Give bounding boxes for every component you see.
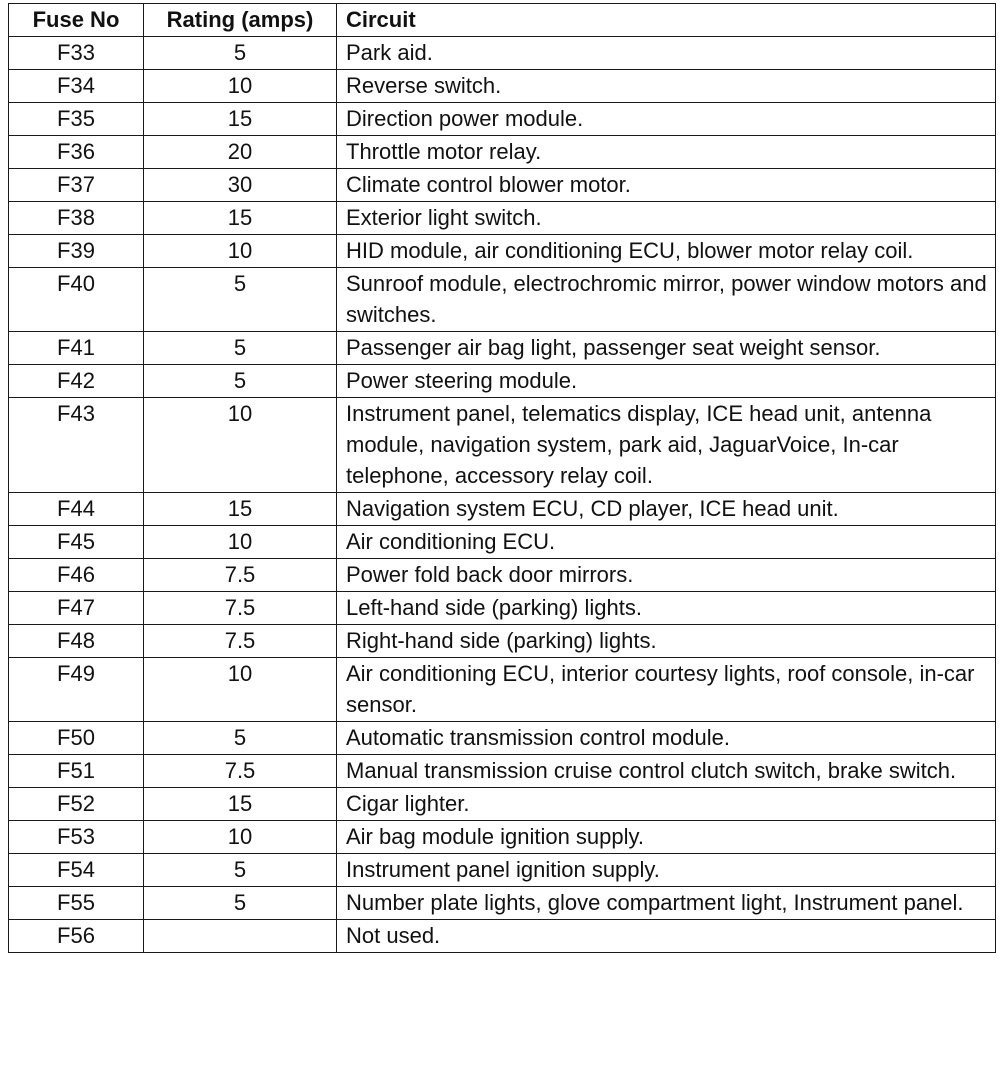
rating-cell: 7.5: [144, 625, 337, 658]
table-row: [9, 821, 996, 854]
circuit-cell: Not used.: [337, 920, 996, 953]
table-row: [9, 398, 996, 493]
rating-cell: 7.5: [144, 755, 337, 788]
table-header-row: [9, 4, 996, 37]
table-row: [9, 920, 996, 953]
table-row: [9, 365, 996, 398]
circuit-cell: Air conditioning ECU, interior courtesy lights, roof console, in-car sensor.: [337, 658, 996, 722]
fuse-number-cell: F54: [9, 854, 144, 887]
fuse-number-cell: F40: [9, 268, 144, 332]
rating-cell: 5: [144, 37, 337, 70]
table-row: [9, 526, 996, 559]
table-row: [9, 235, 996, 268]
table-row: [9, 268, 996, 332]
fuse-number-cell: F43: [9, 398, 144, 493]
fuse-number-cell: F52: [9, 788, 144, 821]
table-row: [9, 854, 996, 887]
rating-cell: 5: [144, 332, 337, 365]
fuse-number-cell: F38: [9, 202, 144, 235]
circuit-cell: Navigation system ECU, CD player, ICE head unit.: [337, 493, 996, 526]
rating-cell: 15: [144, 788, 337, 821]
fuse-number-cell: F42: [9, 365, 144, 398]
fuse-number-cell: F56: [9, 920, 144, 953]
circuit-cell: Sunroof module, electrochromic mirror, power window motors and switches.: [337, 268, 996, 332]
rating-cell: 7.5: [144, 592, 337, 625]
fuse-number-cell: F45: [9, 526, 144, 559]
rating-cell: 10: [144, 658, 337, 722]
circuit-cell: Instrument panel, telematics display, ICE head unit, antenna module, navigation system, park aid, JaguarVoice, In-car telephone, accessory relay coil.: [337, 398, 996, 493]
table-row: [9, 559, 996, 592]
table-body: [9, 37, 996, 953]
circuit-cell: Reverse switch.: [337, 70, 996, 103]
circuit-cell: Left-hand side (parking) lights.: [337, 592, 996, 625]
fuse-number-cell: F36: [9, 136, 144, 169]
fuse-number-cell: F53: [9, 821, 144, 854]
column-header-rating: Rating (amps): [144, 4, 337, 37]
circuit-cell: Automatic transmission control module.: [337, 722, 996, 755]
circuit-cell: Throttle motor relay.: [337, 136, 996, 169]
column-header-fuse-no: Fuse No: [9, 4, 144, 37]
table-row: [9, 169, 996, 202]
rating-cell: 15: [144, 202, 337, 235]
circuit-cell: Exterior light switch.: [337, 202, 996, 235]
table-row: [9, 493, 996, 526]
fuse-number-cell: F51: [9, 755, 144, 788]
rating-cell: 5: [144, 722, 337, 755]
circuit-cell: Direction power module.: [337, 103, 996, 136]
table-row: [9, 788, 996, 821]
circuit-cell: Climate control blower motor.: [337, 169, 996, 202]
table-row: [9, 755, 996, 788]
rating-cell: 15: [144, 103, 337, 136]
fuse-number-cell: F35: [9, 103, 144, 136]
rating-cell: 10: [144, 70, 337, 103]
circuit-cell: Passenger air bag light, passenger seat weight sensor.: [337, 332, 996, 365]
fuse-table: [8, 3, 996, 953]
fuse-number-cell: F39: [9, 235, 144, 268]
table-row: [9, 332, 996, 365]
table-row: [9, 202, 996, 235]
table-row: [9, 625, 996, 658]
fuse-number-cell: F34: [9, 70, 144, 103]
table-row: [9, 37, 996, 70]
rating-cell: 10: [144, 235, 337, 268]
circuit-cell: Manual transmission cruise control clutch switch, brake switch.: [337, 755, 996, 788]
rating-cell: 5: [144, 887, 337, 920]
table-row: [9, 136, 996, 169]
rating-cell: 5: [144, 854, 337, 887]
circuit-cell: Park aid.: [337, 37, 996, 70]
fuse-number-cell: F46: [9, 559, 144, 592]
circuit-cell: Instrument panel ignition supply.: [337, 854, 996, 887]
rating-cell: 15: [144, 493, 337, 526]
rating-cell: 10: [144, 526, 337, 559]
rating-cell: 5: [144, 268, 337, 332]
circuit-cell: Power fold back door mirrors.: [337, 559, 996, 592]
rating-cell: 10: [144, 398, 337, 493]
rating-cell: 5: [144, 365, 337, 398]
fuse-number-cell: F48: [9, 625, 144, 658]
fuse-number-cell: F49: [9, 658, 144, 722]
table-row: [9, 592, 996, 625]
table-row: [9, 658, 996, 722]
table-row: [9, 887, 996, 920]
fuse-number-cell: F33: [9, 37, 144, 70]
circuit-cell: Air bag module ignition supply.: [337, 821, 996, 854]
circuit-cell: Number plate lights, glove compartment light, Instrument panel.: [337, 887, 996, 920]
rating-cell: [144, 920, 337, 953]
fuse-number-cell: F44: [9, 493, 144, 526]
fuse-number-cell: F47: [9, 592, 144, 625]
table-row: [9, 103, 996, 136]
table-row: [9, 70, 996, 103]
column-header-circuit: Circuit: [337, 4, 996, 37]
circuit-cell: Cigar lighter.: [337, 788, 996, 821]
rating-cell: 10: [144, 821, 337, 854]
fuse-number-cell: F50: [9, 722, 144, 755]
table-row: [9, 722, 996, 755]
fuse-number-cell: F37: [9, 169, 144, 202]
rating-cell: 7.5: [144, 559, 337, 592]
fuse-number-cell: F55: [9, 887, 144, 920]
circuit-cell: HID module, air conditioning ECU, blower motor relay coil.: [337, 235, 996, 268]
circuit-cell: Power steering module.: [337, 365, 996, 398]
circuit-cell: Air conditioning ECU.: [337, 526, 996, 559]
circuit-cell: Right-hand side (parking) lights.: [337, 625, 996, 658]
fuse-number-cell: F41: [9, 332, 144, 365]
rating-cell: 30: [144, 169, 337, 202]
rating-cell: 20: [144, 136, 337, 169]
